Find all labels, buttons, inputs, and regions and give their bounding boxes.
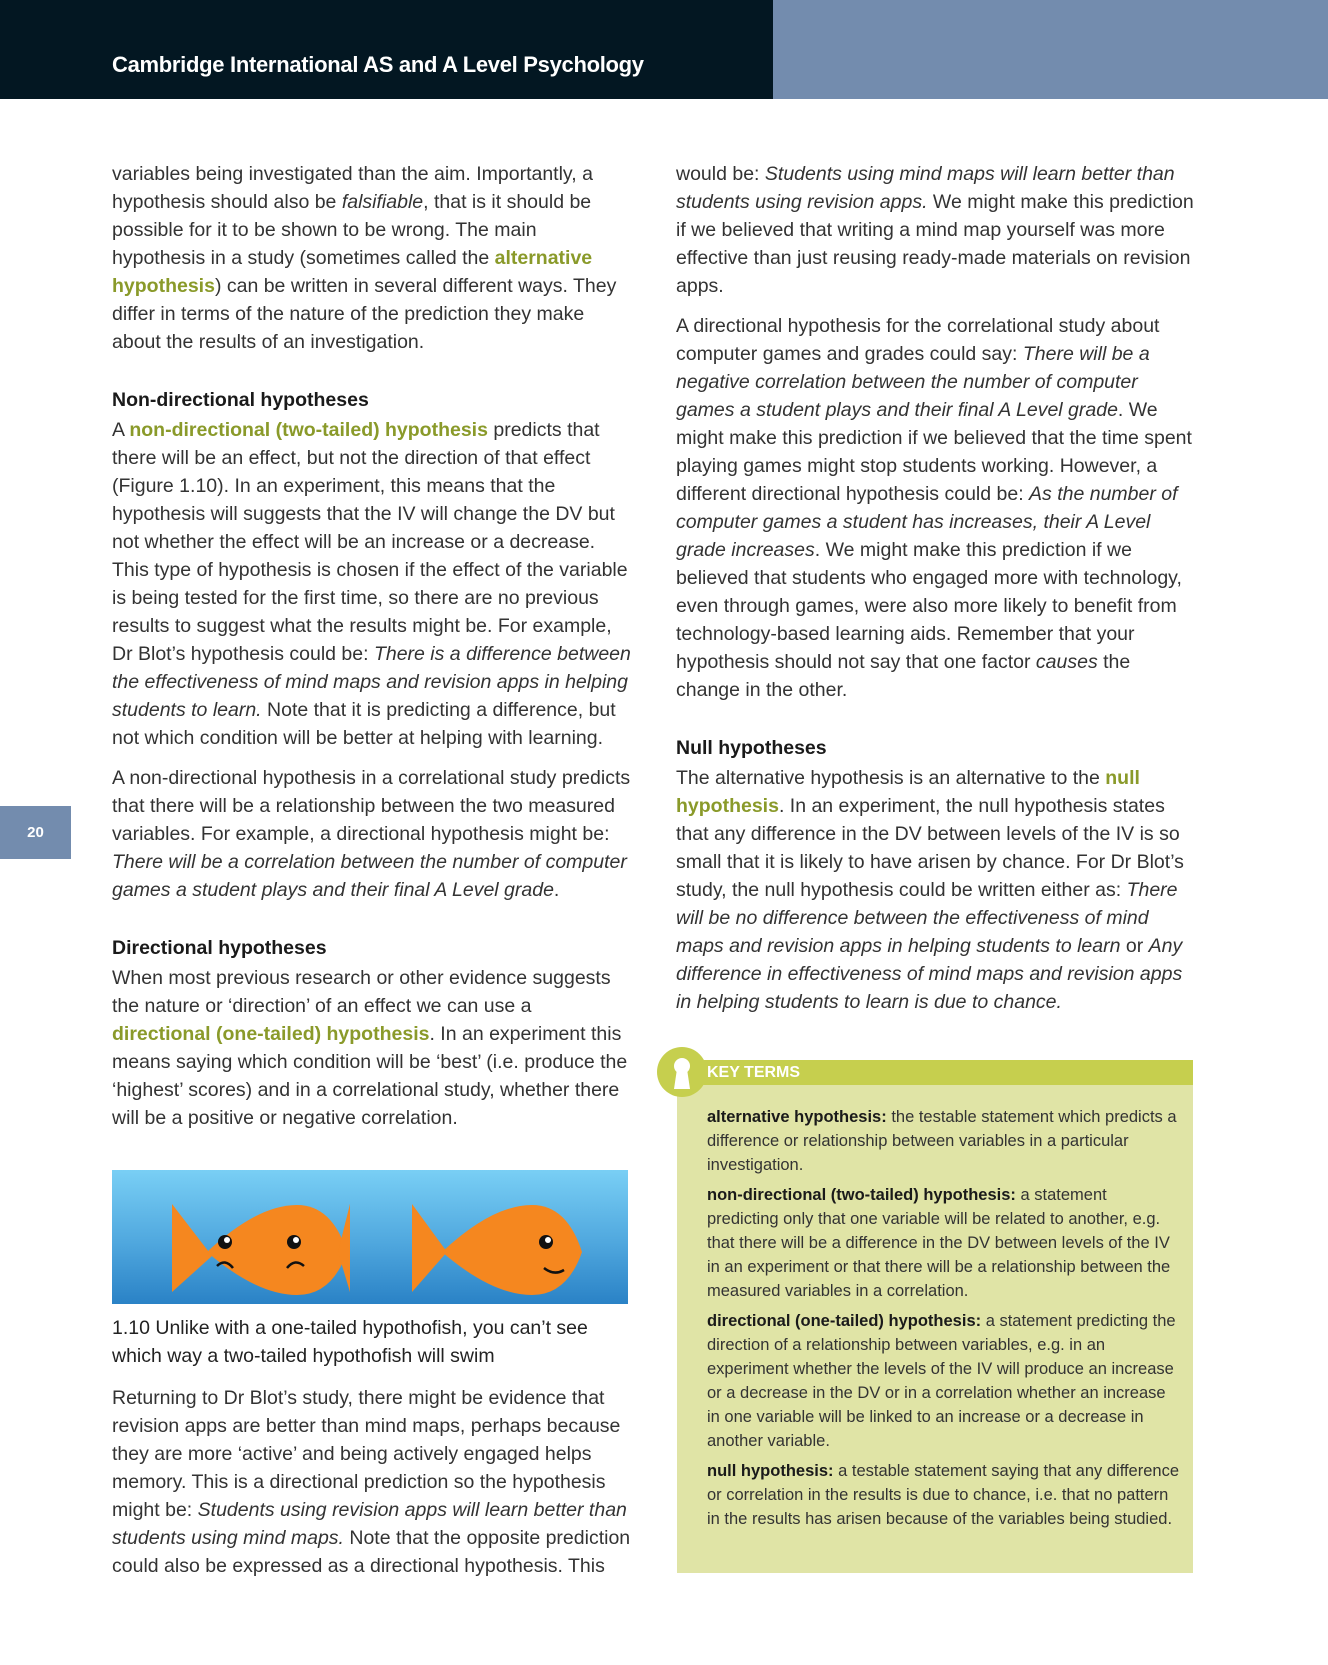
key-term-item: null hypothesis: a testable statement saying that any difference or correlation in the results is due to chance, i.e. that no pattern in the results has arisen because of the variables being studied. (707, 1462, 1180, 1528)
figure-caption: 1.10 Unlike with a one-tailed hypothofish, you can’t see which way a two-tailed hypothofish will swim (112, 1317, 588, 1367)
right-column (676, 160, 1196, 1028)
paragraph: When most previous research or other evidence suggests the nature or ‘direction’ of an effect we can use a directional (one-tailed) hypothesis. In an experiment this means saying which condition will be ‘best’ (i.e. produce the ‘highest’ scores) and in a correlational study, whether there will be a positive or negative correlation. (112, 967, 628, 1129)
book-title: Cambridge International AS and A Level Psychology (112, 52, 644, 77)
key-terms-title: KEY TERMS (677, 1060, 1193, 1085)
left-column (112, 160, 632, 1592)
key-term-link: non-directional (two-tailed) hypothesis (129, 419, 488, 441)
section-heading-null: Null hypotheses (676, 737, 827, 759)
paragraph: The alternative hypothesis is an alternative to the null hypothesis. In an experiment, the null hypothesis states that any difference in the DV between levels of the IV is so small that it is likely to have arisen by chance. For Dr Blot’s study, the null hypothesis could be written either as: There will be no difference between the effectiveness of mind maps and revision apps in helping students to learn or Any difference in effectiveness of mind maps and revision apps in helping students to learn is due to chance. (676, 767, 1184, 1013)
figure-fish-illustration (112, 1170, 628, 1304)
key-term-item: directional (one-tailed) hypothesis: a statement predicting the direction of a relationship between variables, e.g. in an experiment whether the levels of the IV will produce an increase or a decrease in the DV or in a correlation whether an increase in one variable will be linked to an increase or a decrease in another variable. (707, 1312, 1176, 1450)
header-accent-block (773, 0, 1328, 99)
fish-illustration-icon (112, 1170, 628, 1304)
paragraph: A non-directional hypothesis in a correlational study predicts that there will be a relationship between the two measured variables. For example, a directional hypothesis might be: There will be a correlation between the number of computer games a student plays and their final A Level grade. (112, 767, 631, 901)
key-terms-box (677, 1060, 1193, 1573)
key-term-link: null hypothesis (676, 767, 1140, 817)
paragraph: A non-directional (two-tailed) hypothesis predicts that there will be an effect, but not the direction of that effect (Figure 1.10). In an experiment, this means that the hypothesis will suggests that the IV will change the DV but not whether the effect will be an increase or a decrease. This type of hypothesis is chosen if the effect of the variable is being tested for the first time, so there are no previous results to suggest what the results might be. For example, Dr Blot’s hypothesis could be: There is a difference between the effectiveness of mind maps and revision apps in helping students to learn. Note that it is predicting a difference, but not which condition will be better at helping with learning. (112, 419, 631, 749)
key-term-item: non-directional (two-tailed) hypothesis: a statement predicting only that one variable will be related to another, e.g. that there will be a difference in the DV between levels of the IV in an experiment or that there will be a relationship between the measured variables in a correlation. (707, 1186, 1171, 1300)
intro-paragraph: variables being investigated than the aim. Importantly, a hypothesis should also be falsifiable, that is it should be possible for it to be shown to be wrong. The main hypothesis in a study (sometimes called the alternative hypothesis) can be written in several different ways. They differ in terms of the nature of the prediction they make about the results of an investigation. (112, 163, 617, 353)
key-term-link: directional (one-tailed) hypothesis (112, 1023, 430, 1045)
paragraph: would be: Students using mind maps will learn better than students using revision apps. We might make this prediction if we believed that writing a mind map yourself was more effective than just reusing ready-made materials on revision apps. (676, 163, 1194, 297)
key-term-link: alternative hypothesis (112, 247, 593, 297)
header-bar (0, 0, 773, 99)
keyhole-icon (657, 1047, 707, 1097)
key-term-item: alternative hypothesis: the testable statement which predicts a difference or relationship between variables in a particular investigation. (707, 1108, 1177, 1174)
section-heading-nondirectional: Non-directional hypotheses (112, 389, 369, 411)
key-terms-list (677, 1085, 1193, 1531)
page-number: 20 (0, 806, 71, 859)
paragraph: Returning to Dr Blot’s study, there might be evidence that revision apps are better than mind maps, perhaps because they are more ‘active’ and being actively engaged helps memory. This is a directional prediction so the hypothesis might be: Students using revision apps will learn better than students using mind maps. Note that the opposite prediction could also be expressed as a directional hypothesis. This (112, 1387, 631, 1577)
paragraph: A directional hypothesis for the correlational study about computer games and grades could say: There will be a negative correlation between the number of computer games a student plays and their final A Level grade. We might make this prediction if we believed that the time spent playing games might stop students working. However, a different directional hypothesis could be: As the number of computer games a student has increases, their A Level grade increases. We might make this prediction if we believed that students who engaged more with technology, even through games, were also more likely to benefit from technology-based learning aids. Remember that your hypothesis should not say that one factor causes the change in the other. (676, 315, 1192, 701)
section-heading-directional: Directional hypotheses (112, 937, 327, 959)
